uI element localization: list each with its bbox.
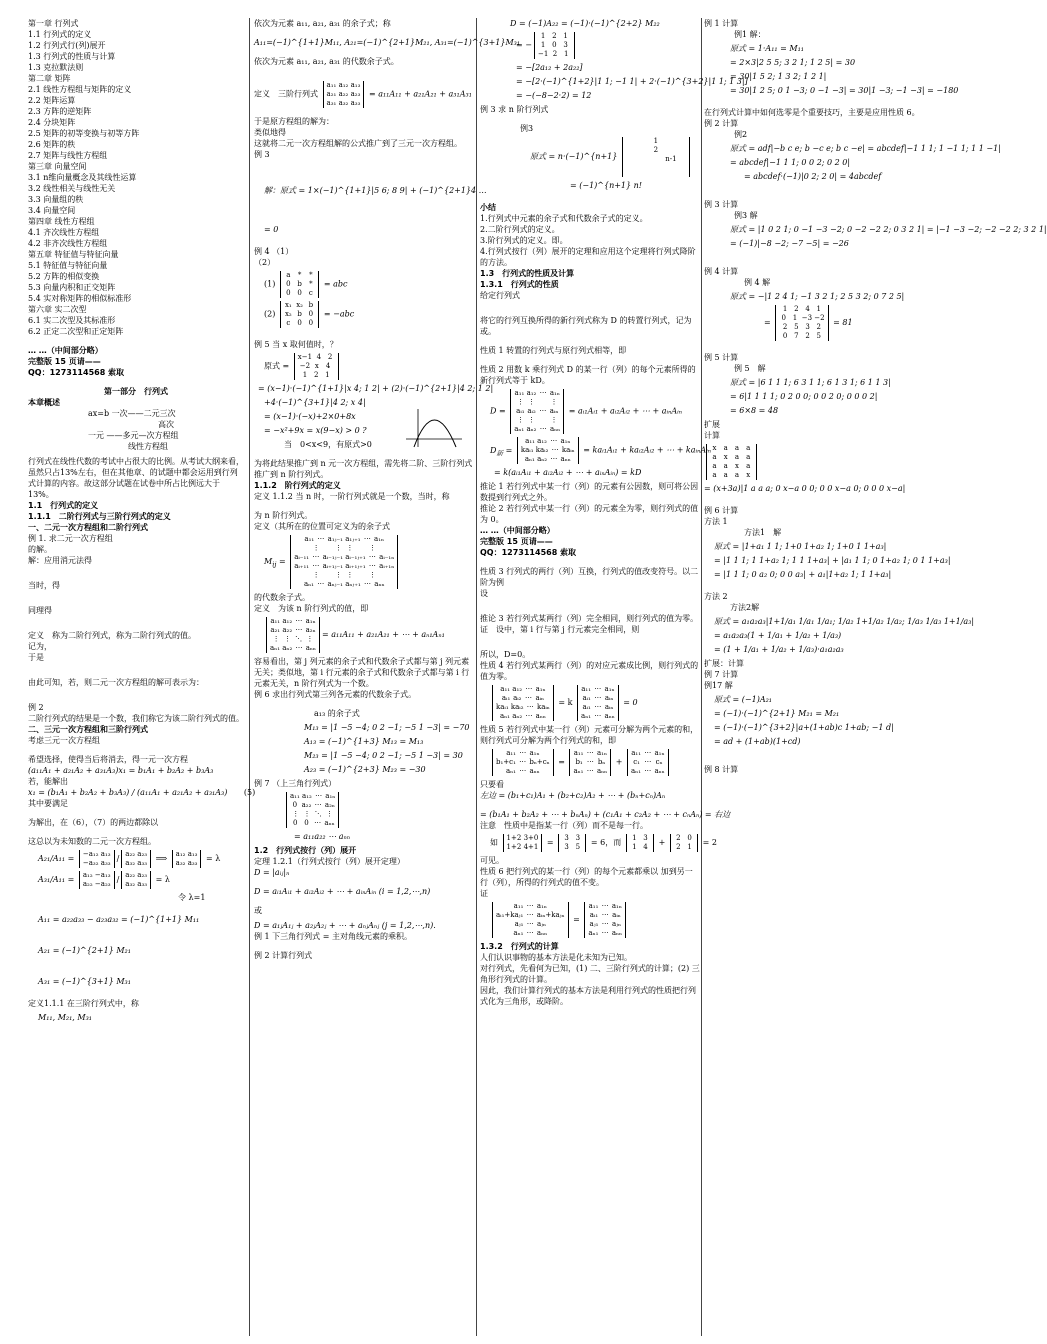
- equation: = 30|1 2 5; 0 1 −3; 0 −1 −3| = 30|1 −3; −1 −3| = −180: [730, 86, 959, 95]
- body-text: 将它的行列互换所得的新行列式称为 D 的转置行列式，记为或。: [480, 316, 692, 336]
- equation: 原式 = |1 0 2 1; 0 −1 −3 −2; 0 −2 −2 2; 0 3 2 1| = |−1 −3 −2; −2 −2 2; 3 2 1|: [730, 225, 1047, 234]
- body-text: 这就将二元一次方程组解的公式推广到了三元一次方程组。: [254, 139, 462, 148]
- example-text: 例3 解: [734, 211, 758, 220]
- column-divider: [476, 18, 477, 1336]
- toc-item: 第五章 特征值与特征向量: [28, 250, 119, 259]
- determinant-example: = 1 2 4 1 0 1 −3 −2 2 5 3 2 0 7 2 5 = 81: [764, 305, 853, 340]
- definition-text: 定义 称为二阶行列式，称为二阶行列式的值。: [28, 631, 196, 640]
- section-heading: 1.1.1 二阶行列式与三阶行列式的定义: [28, 512, 171, 521]
- column-divider: [701, 18, 702, 1336]
- body-text: 二阶行列式的结果是一个数，我们称它为该二阶行列式的值。: [28, 714, 244, 723]
- summary-item: 1.行列式中元素的余子式和代数余子式的定义。: [480, 214, 648, 223]
- definition-text: 定义（其所在的位置可定义为的余子式: [254, 522, 390, 531]
- full-version-note: 完整版 15 页请——: [28, 357, 101, 366]
- toc-item: 5.1 特征值与特征向量: [28, 261, 108, 270]
- method-label: 方法 2: [704, 592, 728, 601]
- equation: = −x²+9x = x(9−x) > 0 ?: [264, 426, 367, 435]
- equation: = 0: [264, 225, 279, 234]
- equation: = −[2·(−1)^{1+2}|1 1; −1 1| + 2·(−1)^{3+2}|1 1; 1 3|]: [516, 77, 748, 86]
- toc-item: 3.4 向量空间: [28, 206, 76, 215]
- section-heading: 一、二元一次方程组和二阶行列式: [28, 523, 148, 532]
- body-text: 容易看出，第 j 列元素的余子式和代数余子式都与第 j 列元素无关；类似地，第 i 行元素的余子式和代数余子式都与第 i 行元素无关，n 阶行列式为一个数。: [254, 657, 470, 688]
- toc-item: 第六章 实二次型: [28, 305, 87, 314]
- example-text: 例 5 当 x 取何值时，？: [254, 340, 338, 349]
- body-text: 这总以为未知数的二元一次方程组。: [28, 837, 156, 846]
- toc-item: 3.1 n维向量概念及其线性运算: [28, 173, 137, 182]
- toc-item: 2.1 线性方程组与矩阵的定义: [28, 85, 132, 94]
- ratio-equation: A₂₁/A₁₁ = −a₁₂ a₁₃ −a₃₂ a₃₃ / a₂₂ a₂₃ a₃₂ a₃₃ ⟹ a₁₂ a₁₃ a₃₂ a₃₃ = λ: [38, 850, 221, 867]
- equation: = a₁a₂a₃(1 + 1/a₁ + 1/a₂ + 1/a₃): [714, 631, 842, 640]
- example-text: 例2: [734, 130, 748, 139]
- toc-item: 第二章 矩阵: [28, 74, 71, 83]
- equation: D = |aᵢⱼ|ₙ: [254, 868, 290, 877]
- toc-item: 4.2 非齐次线性方程组: [28, 239, 108, 248]
- example-text: 例 4 解: [744, 278, 771, 287]
- determinant-3x3: a₁₁ a₁₂ a₁₃ a₂₁ a₂₂ a₂₃ a₃₁ a₃₂ a₃₃: [323, 81, 365, 108]
- cofactor-equation: A₃₁ = (−1)^{3+1} M₃₁: [38, 977, 131, 986]
- body-text: 所以，D=0。: [480, 650, 531, 659]
- determinant-upper-triangular: a₁₁ a₁₂ ⋯ a₁ₙ 0 a₂₂ ⋯ a₂ₙ ⋮ ⋮ ⋱ ⋮ 0 0 ⋯ aₙₙ: [284, 792, 474, 828]
- body-text: 于是原方程组的解为：: [254, 117, 334, 126]
- column-divider: [249, 18, 250, 1336]
- example-text: 例 3 计算: [704, 200, 739, 209]
- toc-item: 2.6 矩阵的秩: [28, 140, 76, 149]
- example-text: 例 1. 求二元一次方程组: [28, 534, 113, 543]
- intro-paragraph: 行列式在线性代数的考试中占很大的比例。从考试大纲来看，虽然只占13%左右，但在其他章、的试题中都会运用到行列式计算的内容。故这部分试题在试卷中所占比例远大于13%。: [28, 457, 244, 499]
- body-text: 证 设中，第 i 行与第 j 行元素完全相同，则: [480, 625, 640, 634]
- body-text: a₁₃ 的余子式: [314, 709, 360, 718]
- omitted-note: … …（中间部分略）: [480, 526, 555, 535]
- body-text: 为解出，在（6），（7）的两边都除以: [28, 818, 159, 827]
- equation: 原式 = 1·A₁₁ = M₁₁: [730, 44, 805, 53]
- section-heading: 1.3 行列式的性质及计算: [480, 269, 575, 278]
- toc-item: 3.3 向量组的秩: [28, 195, 84, 204]
- toc-item: 5.4 实对称矩阵的相似标准形: [28, 294, 132, 303]
- example-text: 例 6 求出行列式第三列各元素的代数余子式。: [254, 690, 417, 699]
- ratio-equation: A₃₁/A₁₁ = a₁₂ −a₁₃ a₂₂ −a₂₃ / a₂₂ a₂₃ a₃₂ a₃₃ = λ: [38, 871, 170, 888]
- equation: = |1 1 1; 1 1+a₂ 1; 1 1 1+a₃| + |a₁ 1 1; 0 1+a₂ 1; 0 1 1+a₃|: [714, 556, 951, 565]
- equation: 解：原式 = 1×(−1)^{1+1}|5 6; 8 9| + (−1)^{2+1}4 …: [264, 186, 487, 195]
- equation-number: (5): [243, 788, 256, 797]
- equation: = 6|1 1 1 1; 0 2 0 0; 0 0 2 0; 0 0 0 2|: [730, 392, 878, 401]
- equation: 原式 = adf|−b c e; b −c e; b c −e| = abcdef|−1 1 1; 1 −1 1; 1 1 −1|: [730, 144, 1001, 153]
- equation: 左边 = (b₁+c₁)A₁ + (b₂+c₂)A₂ + ⋯ + (bₙ+cₙ)Aₙ: [480, 791, 666, 800]
- toc-item: 1.3 克拉默法则: [28, 63, 84, 72]
- body-text: 考虑三元一次方程组: [28, 736, 100, 745]
- definition-text: 定义1.1.1 在三阶行列式中，称: [28, 999, 139, 1008]
- toc-item: 3.2 线性相关与线性无关: [28, 184, 116, 193]
- body-text: 人们认识事物的基本方法是化未知为已知。: [480, 953, 632, 962]
- body-text: 的代数余子式。: [254, 593, 310, 602]
- example-text: 例 4 （1）: [254, 247, 294, 256]
- equation: = ad + (1+ab)(1+cd): [714, 737, 801, 746]
- determinant-example: x a a a a x a a a a x a a a a x: [704, 444, 946, 480]
- corollary-text: 推论 2 若行列式中某一行（列）的元素全为零，则行列式的值为 0。: [480, 504, 699, 524]
- example-text: 例 3: [254, 150, 270, 159]
- minor-matrix: $M_{ij} = a_{11}$ ⋯ a₁ⱼ₋₁ a₁ⱼ₊₁ ⋯ a₁ₙ ⋮ ⋮ ⋮ ⋮ aᵢ₋₁₁ ⋯ aᵢ₋₁ⱼ₋₁ aᵢ₋₁ⱼ₊₁ ⋯ aᵢ₋₁ₙ aᵢ₊₁₁ ⋯ aᵢ₊₁ⱼ₋₁ aᵢ₊₁ⱼ₊₁ ⋯ aᵢ₊₁ₙ ⋮ ⋮ ⋮ ⋮ aₙ₁ ⋯ aₙⱼ₋₁ aₙⱼ₊₁ ⋯ aₙₙ: [264, 535, 474, 589]
- determinant-example: (1) a * * 0 b * 0 0 c = abc: [264, 271, 348, 297]
- determinant-example: a₁₁ ⋯ a₁ₙ b₁+c₁ ⋯ bₙ+cₙ aₙ₁ ⋯ aₙₙ = a₁₁ ⋯ a₁ₙ b₁ ⋯ bₙ aₙ₁ ⋯ aₙₙ + a₁₁ ⋯ a₁ₙ c₁ ⋯ cₙ aₙ₁ ⋯ aₙₙ: [490, 749, 700, 776]
- cofactor-equation: A₁₁ = a₂₂a₃₃ − a₂₃a₃₂ = (−1)^{1+1} M₁₁: [38, 915, 200, 924]
- body-text: 当时，得: [28, 581, 60, 590]
- body-text: 当 0<x<9，有原式>0: [284, 440, 372, 449]
- equation: = (x+3a)|1 a a a; 0 x−a 0 0; 0 0 x−a 0; 0 0 0 x−a|: [704, 484, 906, 493]
- property-text: 性质 2 用数 k 乘行列式 D 的某一行（列）的每个元素所得的新行列式等于 kD。: [480, 365, 696, 385]
- toc-item: 6.1 实二次型及其标准形: [28, 316, 116, 325]
- determinant-example: 原式 = n·(−1)^{n+1} 1 2 n-1: [530, 137, 700, 177]
- section-heading: 1.3.1 行列式的性质: [480, 280, 559, 289]
- determinant-example: (2) x₁ x₂ b x₂ b 0 c 0 0 = −abc: [264, 301, 355, 327]
- body-text: 记为，: [28, 642, 52, 651]
- equation: = −[2a₁₂ + 2a₂₂]: [516, 63, 583, 72]
- body-text: 为将此结果推广到 n 元一次方程组，需先将二阶、三阶行列式推广到 n 阶行列式。: [254, 459, 473, 479]
- toc-item: 1.1 行列式的定义: [28, 30, 92, 39]
- body-text: 或: [254, 906, 262, 915]
- definition-row: [254, 81, 474, 108]
- equation: 原式 = |6 1 1 1; 6 3 1 1; 6 1 3 1; 6 1 1 3|: [730, 378, 891, 387]
- equation: +4·(−1)^{3+1}|4 2; x 4|: [264, 398, 366, 407]
- example-text: （2）: [254, 258, 276, 267]
- equation: D = a₁ⱼA₁ⱼ + a₂ⱼA₂ⱼ + ⋯ + aₙⱼAₙⱼ (j = 1,2,⋯,n).: [254, 921, 436, 930]
- tip-text: 在行列式计算中如何选零是个重要技巧，主要是应用性质 6。: [704, 108, 920, 117]
- method-label: 方法1 解: [744, 528, 782, 537]
- section-heading: 1.1.2 阶行列式的定义: [254, 481, 341, 490]
- example-text: 例 8 计算: [704, 765, 739, 774]
- body-text: 若，能解出: [28, 777, 68, 786]
- body-text: 于是: [28, 653, 44, 662]
- determinant-example: = −1 2 1 1 0 3 −1 2 1: [516, 32, 700, 59]
- full-version-note: 完整版 15 页请——: [480, 537, 553, 546]
- body-text: 依次为元素 a₁₁, a₂₁, a₃₁ 的余子式；称: [254, 19, 391, 28]
- equation: = (−1)·(−1)^{3+2}|a+(1+ab)c 1+ab; −1 d|: [714, 723, 894, 732]
- equation: A₁₃ = (−1)^{1+3} M₁₃ = M₁₃: [304, 737, 424, 746]
- column-1: [28, 18, 256, 1336]
- property-text: 性质 3 行列式的两行（列）互换，行列式的值改变符号。以二阶为例: [480, 567, 699, 587]
- body-text: 其中要满足: [28, 799, 68, 808]
- equation: = (−1)^{n+1} n!: [570, 181, 643, 190]
- toc-item: 5.2 方阵的相似变换: [28, 272, 100, 281]
- method-label: 方法 1: [704, 517, 728, 526]
- determinant-example: a₁₁ a₁₂ ⋯ a₁ₙ aᵢ₁ aᵢ₂ ⋯ aᵢₙ kaᵢ₁ kaᵢ₂ ⋯ kaᵢₙ aₙ₁ aₙ₂ ⋯ aₙₙ = k a₁₁ ⋯ a₁ₙ aᵢ₁ ⋯ aᵢₙ aᵢ₁ ⋯ aᵢₙ aₙ₁ ⋯ aₙₙ = 0: [490, 685, 700, 721]
- body-text: 给定行列式: [480, 291, 520, 300]
- toc-item: 2.3 方阵的逆矩阵: [28, 107, 92, 116]
- body-text: 可见。: [480, 856, 504, 865]
- toc-item: 第三章 向量空间: [28, 162, 87, 171]
- example-text: 例3: [520, 124, 534, 133]
- equation: = a₁₁A₁₁ + a₂₁A₂₁ + a₃₁A₃₁: [368, 89, 472, 99]
- toc-item: 2.7 矩阵与线性方程组: [28, 151, 108, 160]
- body-text: 同理得: [28, 606, 52, 615]
- equation: 原式 = −|1 2 4 1; −1 3 2 1; 2 5 3 2; 0 7 2 5|: [730, 292, 905, 301]
- summary-heading: 小结: [480, 203, 496, 212]
- equation: (a₁₁A₁ + a₂₁A₂ + a₃₁A₃)x₁ = b₁A₁ + b₂A₂ + b₃A₃: [28, 766, 214, 775]
- equation: M₁₃ = |1 −5 −4; 0 2 −1; −5 1 −3| = −70: [304, 723, 470, 732]
- example-text: 例 2 计算行列式: [254, 951, 313, 960]
- toc-item: 1.3 行列式的性质与计算: [28, 52, 116, 61]
- example-text: 例 7 （上三角行列式）: [254, 779, 337, 788]
- qq-contact: QQ：1273114568 索取: [480, 548, 577, 557]
- property-text: 性质 1 转置的行列式与原行列式相等，即: [480, 346, 627, 355]
- body-text: 依次为元素 a₁₁, a₂₁, a₃₁ 的代数余子式。: [254, 57, 399, 66]
- toc-item: 1.2 行列式行(列)展开: [28, 41, 106, 50]
- body-text: 令 λ=1: [178, 893, 206, 902]
- section-heading: 二、三元一次方程组和三阶行列式: [28, 725, 148, 734]
- equation: 原式 = |1+a₁ 1 1; 1+0 1+a₂ 1; 1+0 1 1+a₃|: [714, 542, 887, 551]
- equation: 原式 = a₁a₂a₃|1+1/a₁ 1/a₁ 1/a₁; 1/a₂ 1+1/a₂ 1/a₂; 1/a₃ 1/a₃ 1+1/a₃|: [714, 617, 975, 626]
- property-text: 性质 6 把行列式的某一行（列）的每个元素都乘以 加到另一行（列），所得的行列式的值不变。: [480, 867, 693, 887]
- equation: = (1 + 1/a₁ + 1/a₂ + 1/a₃)·a₁a₂a₃: [714, 645, 844, 654]
- example-text: 例 5 解: [734, 364, 766, 373]
- body-text: 对行列式，先看何为已知，(1) 二、三阶行列式的计算；(2) 三角形行列式的计算。: [480, 964, 700, 984]
- section-heading: 1.2 行列式按行（列）展开: [254, 846, 357, 855]
- flow-line: 高次: [158, 420, 174, 429]
- summary-item: 3.阶行列式的定义。即。: [480, 236, 568, 245]
- equation: = (x−1)·(−x)+2×0+8x: [264, 412, 356, 421]
- equation: = k(aᵢ₁Aᵢ₁ + aᵢ₂Aᵢ₂ + ⋯ + aᵢₙAᵢₙ) = kD: [494, 468, 642, 477]
- equation: = (b₁A₁ + b₂A₂ + ⋯ + bₙAₙ) + (c₁A₁ + c₂A₂ + ⋯ + cₙAₙ) = 右边: [480, 810, 731, 819]
- toc-item: 6.2 正定二次型和正定矩阵: [28, 327, 124, 336]
- definition-text: 定义 为该 n 阶行列式的值，即: [254, 604, 369, 613]
- column-4: [704, 18, 1047, 1336]
- minor-list: M₁₁, M₂₁, M₃₁: [38, 1013, 92, 1022]
- equation: D = aᵢ₁Aᵢ₁ + aᵢ₂Aᵢ₂ + ⋯ + aᵢₙAᵢₙ (i = 1,2,⋯,n): [254, 887, 431, 896]
- determinant-example: 如 1+2 3+0 1+2 4+1 = 3 3 3 5 = 6，而 1 3 1 4 + 2 0 2 1 = 2: [490, 834, 717, 851]
- qq-contact: QQ：1273114568 索取: [28, 368, 125, 377]
- toc-item: 第一章 行列式: [28, 19, 79, 28]
- example-text: 例 1 计算: [704, 19, 739, 28]
- flow-line: 线性方程组: [128, 442, 168, 451]
- toc-item: 2.4 分块矩阵: [28, 118, 76, 127]
- equation: = −(−8−2·2) = 12: [516, 91, 592, 100]
- toc-item: 2.2 矩阵运算: [28, 96, 76, 105]
- determinant-example: a₁₁ ⋯ a₁ₙ aᵢ₁+kaⱼ₁ ⋯ aᵢₙ+kaⱼₙ aⱼ₁ ⋯ aⱼₙ aₙ₁ ⋯ aₙₙ = a₁₁ ⋯ a₁ₙ aᵢ₁ ⋯ aᵢₙ aⱼ₁ ⋯ aⱼₙ aₙ₁ ⋯ aₙₙ: [490, 902, 700, 938]
- property-text: 性质 5 若行列式中某一行（列）元素可分解为两个元素的和，则行列式可分解为两个行列式的和，即: [480, 725, 699, 745]
- flow-line: ax=b 一次——二元三次: [88, 409, 176, 418]
- corollary-text: 推论 1 若行列式中某一行（列）的元素有公因数，则可将公因数提到行列式之外。: [480, 482, 699, 502]
- example-text: 例 1 下三角行列式 = 主对角线元素的乘积。: [254, 932, 412, 941]
- property-text: 性质 4 若行列式某两行（列）的对应元素成比例，则行列式的值为零。: [480, 661, 699, 681]
- extension-heading: 扩展：计算: [704, 659, 744, 668]
- example-text: 例1 解：: [734, 30, 766, 39]
- body-text: 设: [480, 589, 488, 598]
- equation: = (−1)·(−1)^{2+1} M₂₁ = M₂₁: [714, 709, 840, 718]
- example-text: 例 6 计算: [704, 506, 739, 515]
- example-text: 例 3 求 n 阶行列式: [480, 105, 549, 114]
- body-text: 证: [480, 889, 488, 898]
- body-text: 因此，我们计算行列式的基本方法是利用行列式的性质把行列式化为三角形，或降阶。: [480, 986, 696, 1006]
- equation: = 6×8 = 48: [730, 406, 779, 415]
- determinant-example: 原式 = x−1 4 2 −2 x 4 1 2 1: [264, 353, 474, 380]
- equation: = a₁₁a₂₂ ⋯ aₙₙ: [294, 832, 350, 841]
- equation: M₂₃ = |1 −5 −4; 0 2 −1; −5 1 −3| = 30: [304, 751, 463, 760]
- extension-text: 计算: [704, 431, 720, 440]
- determinant-example: D = a₁₁ a₁₂ ⋯ a₁ₙ ⋮ ⋮ ⋮ aᵢ₁ aᵢ₂ ⋯ aᵢₙ ⋮ ⋮ ⋮ aₙ₁ aₙ₂ ⋯ aₙₙ = aᵢ₁Aᵢ₁ + aᵢ₂Aᵢ₂ + ⋯ + aᵢₙAᵢₙ: [490, 389, 682, 433]
- body-text: 类似地得: [254, 128, 286, 137]
- equation: = abcdef·(−1)|0 2; 2 0| = 4abcdef: [744, 172, 882, 181]
- body-text: 为 n 阶行列式。: [254, 511, 313, 520]
- example-text: 例 5 计算: [704, 353, 739, 362]
- equation: A₁₁=(−1)^{1+1}M₁₁, A₂₁=(−1)^{2+1}M₂₁, A₃₁=(−1)^{3+1}M₃₁: [254, 38, 521, 47]
- definition-label: 定义 三阶行列式: [254, 89, 318, 99]
- example-text: 例 7 计算: [704, 670, 739, 679]
- section-heading: 1.1 行列式的定义: [28, 501, 99, 510]
- example-text: 例 4 计算: [704, 267, 739, 276]
- toc-item: 2.5 矩阵的初等变换与初等方阵: [28, 129, 140, 138]
- toc-item: 第四章 线性方程组: [28, 217, 95, 226]
- equation: 原式 = (−1)A₂₁: [714, 695, 773, 704]
- cofactor-equation: A₂₁ = (−1)^{2+1} M₂₁: [38, 946, 131, 955]
- equation: A₂₃ = (−1)^{2+3} M₂₃ = −30: [304, 765, 426, 774]
- corollary-text: 推论 3 若行列式某两行（列）完全相同，则行列式的值为零。: [480, 614, 699, 623]
- equation: D = (−1)A₂₂ = (−1)·(−1)^{2+2} M₂₂: [510, 19, 660, 28]
- equation: = 30|1 5 2; 1 3 2; 1 2 1|: [730, 72, 827, 81]
- body-text: 由此可知，若，则二元一次方程组的解可表示为：: [28, 678, 204, 687]
- equation: = 2×3|2 5 5; 3 2 1; 1 2 5| = 30: [730, 58, 856, 67]
- toc-item: 5.3 向量内积和正交矩阵: [28, 283, 116, 292]
- flow-line: 一元 ——多元—次方程组: [88, 431, 179, 440]
- equation: = abcdef|−1 1 1; 0 0 2; 0 2 0|: [730, 158, 851, 167]
- body-text: 希望选择，使得当后将消去，得一元一次方程: [28, 755, 188, 764]
- example-text: 例17 解: [704, 681, 733, 690]
- table-of-contents: [28, 18, 244, 337]
- toc-item: 4.1 齐次线性方程组: [28, 228, 100, 237]
- parabola-sketch: [404, 407, 464, 451]
- equation: x₁ = (b₁A₁ + b₂A₂ + b₃A₃) / (a₁₁A₁ + a₂₁A₂ + a₃₁A₃): [28, 788, 228, 797]
- equation: = (x−1)·(−1)^{1+1}|x 4; 1 2| + (2)·(−1)^{2+1}|4 2; 1 2|: [258, 384, 494, 393]
- determinant-example: $D_新 = a_{11}$ a₁₂ ⋯ a₁ₙ kaᵢ₁ kaᵢ₂ ⋯ kaᵢₙ aₙ₁ aₙ₂ ⋯ aₙₙ = kaᵢ₁Aᵢ₁ + kaᵢ₂Aᵢ₂ + ⋯ + kaᵢₙAᵢₙ: [490, 437, 712, 463]
- extension-heading: 扩展: [704, 420, 720, 429]
- method-label: 方法2解: [730, 603, 760, 612]
- example-text: 例 2: [28, 703, 44, 712]
- summary-item: 2.二阶行列式的定义。: [480, 225, 560, 234]
- theorem-text: 定理 1.2.1（行列式按行（列）展开定理）: [254, 857, 405, 866]
- equation: = (−1)|−8 −2; −7 −5| = −26: [730, 239, 849, 248]
- body-text: 只要看: [480, 780, 504, 789]
- example-text: 的解。: [28, 545, 52, 554]
- summary-item: 4.行列式按行（列）展开的定理和应用这个定理将行列式降阶的方法。: [480, 247, 696, 267]
- body-text: 注意 性质中是指某一行（列）而不是每一行。: [480, 821, 648, 830]
- determinant-n: a₁₁ a₁₂ ⋯ a₁ₙ a₂₁ a₂₂ ⋯ a₂ₙ ⋮ ⋮ ⋱ ⋮ aₙ₁ aₙ₂ ⋯ aₙₙ= a₁₁A₁₁ + a₂₁A₂₁ + ⋯ + aₙ₁Aₙ₁: [264, 617, 474, 653]
- part-title: 第一部分 行列式: [104, 387, 168, 396]
- example-text: 例 2 计算: [704, 119, 739, 128]
- chapter-summary-heading: 本章概述: [28, 398, 60, 407]
- definition-text: 定义 1.1.2 当 n 时，一阶行列式就是一个数，当时，称: [254, 492, 450, 501]
- section-heading: 1.3.2 行列式的计算: [480, 942, 559, 951]
- example-text: 解：应用消元法得: [28, 556, 92, 565]
- equation: = |1 1 1; 0 a₂ 0; 0 0 a₃| + a₁|1+a₂ 1; 1 1+a₃|: [714, 570, 892, 579]
- omitted-note: … …（中间部分略）: [28, 346, 103, 355]
